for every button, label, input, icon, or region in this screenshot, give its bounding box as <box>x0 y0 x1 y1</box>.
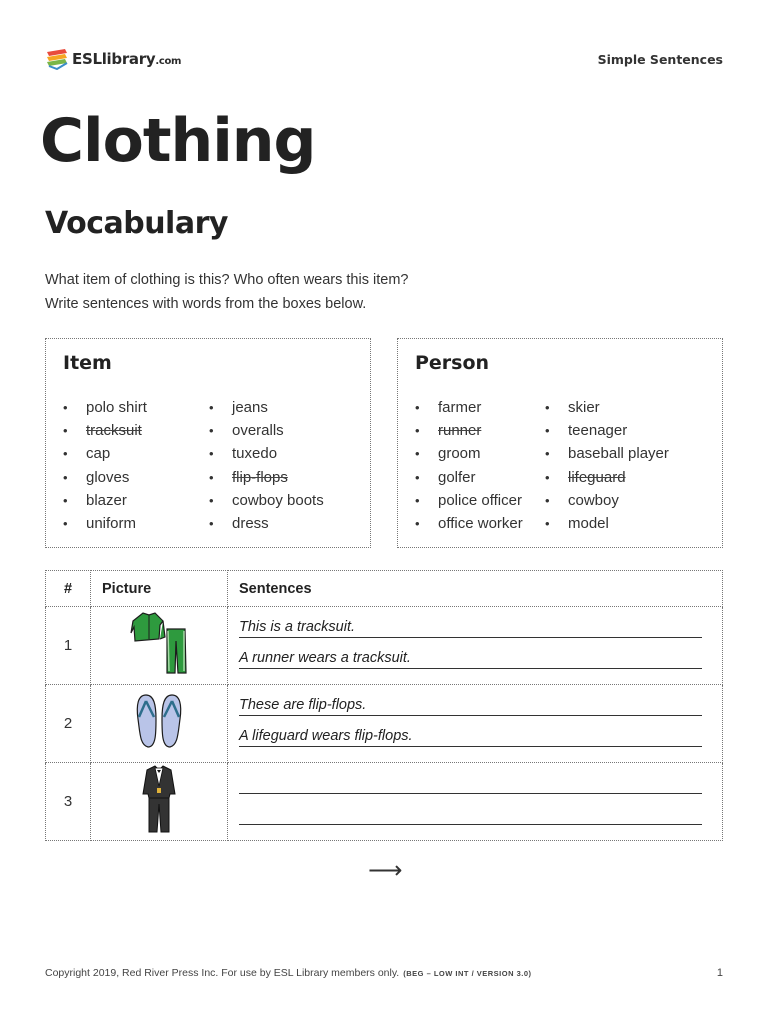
instructions <box>45 268 408 316</box>
list-item: • teenager <box>545 419 669 442</box>
list-item: • flip-flops <box>209 466 324 489</box>
table-row <box>46 607 723 685</box>
row-number: 3 <box>46 763 91 841</box>
column-header-sentences: Sentences <box>228 571 723 607</box>
logo-text: ESLlibrary <box>72 50 156 68</box>
logo-suffix: .com <box>155 56 182 67</box>
sentence-line[interactable] <box>239 794 702 825</box>
sentence-line[interactable]: This is a tracksuit. <box>239 607 702 638</box>
list-item: • blazer <box>63 489 147 512</box>
flip-flops-icon <box>91 685 228 763</box>
list-item: • cap <box>63 442 147 465</box>
column-header-number: # <box>46 571 91 607</box>
instruction-line: Write sentences with words from the boxes below. <box>45 296 367 312</box>
person-list-col2 <box>545 396 669 535</box>
column-header-picture: Picture <box>91 571 228 607</box>
page-number: 1 <box>716 967 723 979</box>
list-item: • uniform <box>63 512 147 535</box>
list-item: • golfer <box>415 466 523 489</box>
list-item: • office worker <box>415 512 523 535</box>
person-list-col1 <box>415 396 523 535</box>
list-item: • groom <box>415 442 523 465</box>
logo <box>45 46 181 72</box>
tracksuit-icon <box>91 607 228 685</box>
sentence-cell <box>228 685 723 763</box>
page-title: Clothing <box>40 106 316 176</box>
person-box-heading: Person <box>415 352 490 374</box>
level-label: (BEG – LOW INT / VERSION 3.0) <box>403 969 532 978</box>
list-item: • gloves <box>63 466 147 489</box>
list-item: • jeans <box>209 396 324 419</box>
instruction-line: What item of clothing is this? Who often wears this item? <box>45 272 409 288</box>
item-list-col1 <box>63 396 147 535</box>
list-item: • overalls <box>209 419 324 442</box>
list-item: • tracksuit <box>63 419 147 442</box>
worksheet-table <box>45 570 723 841</box>
list-item: • tuxedo <box>209 442 324 465</box>
list-item: • cowboy <box>545 489 669 512</box>
item-word-box <box>45 338 371 548</box>
list-item: • polo shirt <box>63 396 147 419</box>
list-item: • cowboy boots <box>209 489 324 512</box>
list-item: • model <box>545 512 669 535</box>
item-list-col2 <box>209 396 324 535</box>
row-number: 2 <box>46 685 91 763</box>
table-row <box>46 763 723 841</box>
sentence-line[interactable]: A lifeguard wears flip-flops. <box>239 716 702 747</box>
list-item: • runner <box>415 419 523 442</box>
sentence-line[interactable] <box>239 763 702 794</box>
list-item: • dress <box>209 512 324 535</box>
list-item: • skier <box>545 396 669 419</box>
list-item: • baseball player <box>545 442 669 465</box>
sentence-cell <box>228 763 723 841</box>
list-item: • farmer <box>415 396 523 419</box>
footer <box>45 967 532 979</box>
logo-icon <box>45 48 69 70</box>
table-header-row <box>46 571 723 607</box>
next-page-arrow-icon[interactable]: ⟶ <box>368 857 403 884</box>
section-title: Vocabulary <box>45 206 228 241</box>
item-box-heading: Item <box>63 352 112 374</box>
row-number: 1 <box>46 607 91 685</box>
tuxedo-icon <box>91 763 228 841</box>
sentence-line[interactable]: A runner wears a tracksuit. <box>239 638 702 669</box>
topic-label: Simple Sentences <box>597 52 723 67</box>
list-item: • police officer <box>415 489 523 512</box>
table-row <box>46 685 723 763</box>
list-item: • lifeguard <box>545 466 669 489</box>
person-word-box <box>397 338 723 548</box>
copyright-text: Copyright 2019, Red River Press Inc. For use by ESL Library members only. <box>45 967 400 979</box>
sentence-line[interactable]: These are flip-flops. <box>239 685 702 716</box>
sentence-cell <box>228 607 723 685</box>
